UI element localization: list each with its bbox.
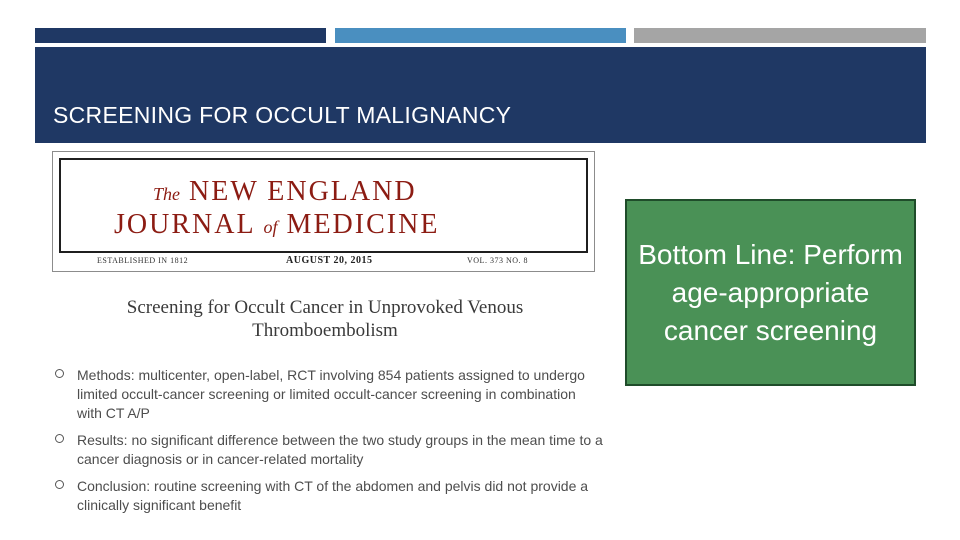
journal-date: AUGUST 20, 2015 [286,255,373,266]
circle-bullet-icon [55,369,64,378]
masthead-new-england: NEW ENGLAND [189,176,417,207]
bullet-methods [55,366,603,423]
masthead-line-1 [153,176,417,208]
accent-bar-light-blue [335,28,626,43]
accent-bar-dark-blue [35,28,326,43]
journal-established: ESTABLISHED IN 1812 [97,256,189,265]
bullet-conclusion [55,477,603,515]
masthead-of: of [263,217,278,237]
bullet-list [55,366,603,523]
title-banner [35,47,926,143]
masthead-journal: JOURNAL [114,209,255,240]
bullet-results [55,431,603,469]
bottom-line-callout [625,199,916,386]
masthead-medicine: MEDICINE [286,209,440,240]
bullet-text: Methods: multicenter, open-label, RCT involving 854 patients assigned to undergo limited occult-cancer screening or limited occult-cancer screening in combination with CT A/P [77,367,585,421]
journal-volume: VOL. 373 NO. 8 [467,256,528,265]
accent-bar-gray [634,28,926,43]
journal-masthead-frame [59,158,588,253]
circle-bullet-icon [55,434,64,443]
callout-text: Bottom Line: Perform age-appropriate cancer screening [638,238,903,346]
journal-masthead-image [52,151,595,272]
bullet-text: Results: no significant difference between the two study groups in the mean time to a cancer diagnosis or in cancer-related mortality [77,432,603,467]
bullet-text: Conclusion: routine screening with CT of the abdomen and pelvis did not provide a clinically significant benefit [77,478,589,513]
circle-bullet-icon [55,480,64,489]
slide-title: SCREENING FOR OCCULT MALIGNANCY [53,102,512,128]
article-title: Screening for Occult Cancer in Unprovoked Venous Thromboembolism [126,297,524,341]
masthead-line-2 [114,209,439,241]
masthead-the: The [153,184,180,204]
